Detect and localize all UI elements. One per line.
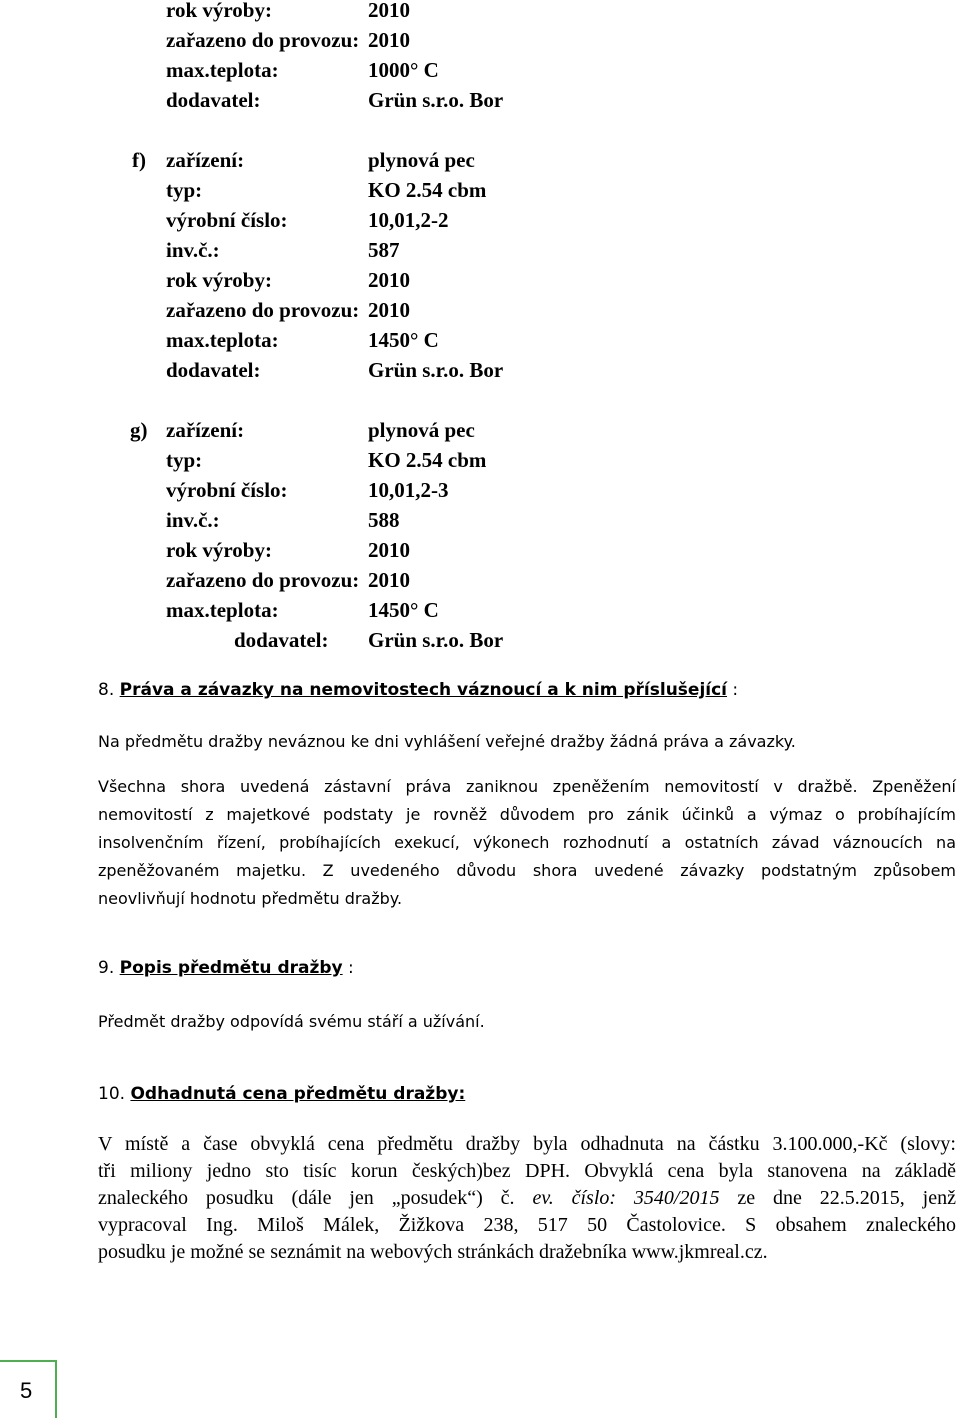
field-value: 2010	[368, 0, 410, 22]
page-number-border-top	[0, 1360, 56, 1362]
field-label: max.teplota:	[166, 58, 279, 82]
field-label: výrobní číslo:	[166, 478, 288, 502]
field-value: 1450° C	[368, 328, 439, 352]
text-run: ze dne 22.5.2015, jenž	[719, 1187, 956, 1209]
section-10-para	[98, 1131, 956, 1266]
field-value: plynová pec	[368, 148, 475, 172]
field-value: 2010	[368, 268, 410, 292]
section-8-para-2	[98, 773, 956, 913]
paragraph-line: nemovitostí z majetkové podstaty je rovněž důvodem pro zánik účinků a výmaz o probíhajícím	[98, 805, 956, 824]
paragraph-line: neovlivňují hodnotu předmětu dražby.	[98, 889, 403, 908]
field-label: inv.č.:	[166, 508, 220, 532]
field-value: Grün s.r.o. Bor	[368, 88, 504, 112]
field-label: výrobní číslo:	[166, 208, 288, 232]
paragraph-line: tři miliony jedno sto tisíc korun českých)bez DPH. Obvyklá cena byla stanovena na základě	[98, 1160, 956, 1182]
paragraph-line: zpeněžovaném majetku. Z uvedeného důvodu shora uvedené závazky podstatným způsobem	[98, 861, 956, 880]
field-value: 2010	[368, 538, 410, 562]
paragraph-line: V místě a čase obvyklá cena předmětu dražby byla odhadnuta na částku 3.100.000,-Kč (slovy:	[98, 1133, 956, 1155]
paragraph-line: Na předmětu dražby neváznou ke dni vyhlášení veřejné dražby žádná práva a závazky.	[98, 732, 796, 751]
paragraph-line: insolvenčním řízení, probíhajících exekucí, výkonech rozhodnutí a ostatních závad váznoucích na	[98, 833, 956, 852]
field-value: 2010	[368, 568, 410, 592]
field-value: 10,01,2-2	[368, 208, 449, 232]
field-value: KO 2.54 cbm	[368, 448, 487, 472]
section-suffix: :	[727, 680, 739, 700]
section-8-para-1	[98, 728, 956, 756]
field-label: zařazeno do provozu:	[166, 298, 360, 322]
paragraph-line: Všechna shora uvedená zástavní práva zaniknou zpeněžením nemovitostí v dražbě. Zpeněžení	[98, 777, 956, 796]
field-value: 588	[368, 508, 400, 532]
field-label: typ:	[166, 448, 203, 472]
field-value: plynová pec	[368, 418, 475, 442]
section-suffix: :	[342, 958, 354, 978]
field-label: dodavatel:	[166, 358, 261, 382]
text-run: znaleckého posudku (dále jen „posudek“) č.	[98, 1187, 533, 1209]
section-8-heading	[98, 680, 738, 700]
section-title: Odhadnutá cena předmětu dražby:	[130, 1084, 466, 1104]
field-label: typ:	[166, 178, 203, 202]
field-value: 1450° C	[368, 598, 439, 622]
field-label: dodavatel:	[234, 628, 329, 652]
page-number-box	[0, 1360, 56, 1418]
field-value: 2010	[368, 298, 410, 322]
field-value: 1000° C	[368, 58, 439, 82]
field-label: max.teplota:	[166, 598, 279, 622]
section-number: 10.	[98, 1084, 126, 1104]
field-label: zařazeno do provozu:	[166, 28, 360, 52]
page-number: 5	[20, 1378, 33, 1403]
page-number-border-side	[55, 1360, 57, 1418]
paragraph-line-mixed	[98, 1185, 956, 1212]
text-run-italic: ev. číslo: 3540/2015	[532, 1187, 720, 1209]
field-label: rok výroby:	[166, 538, 272, 562]
section-title: Popis předmětu dražby	[119, 958, 343, 978]
section-number: 9.	[98, 958, 115, 978]
field-label: rok výroby:	[166, 0, 272, 22]
paragraph-line: vypracoval Ing. Miloš Málek, Žižkova 238, 517 50 Častolovice. S obsahem znaleckého	[98, 1214, 956, 1236]
field-value: Grün s.r.o. Bor	[368, 628, 504, 652]
section-number: 8.	[98, 680, 115, 700]
list-marker: f)	[132, 148, 146, 172]
paragraph-line: posudku je možné se seznámit na webových stránkách dražebníka www.jkmreal.cz.	[98, 1241, 768, 1263]
field-label: max.teplota:	[166, 328, 279, 352]
field-label: rok výroby:	[166, 268, 272, 292]
field-label: zařízení:	[166, 418, 245, 442]
field-label: inv.č.:	[166, 238, 220, 262]
field-value: 587	[368, 238, 400, 262]
paragraph-line: Předmět dražby odpovídá svému stáří a užívání.	[98, 1012, 485, 1031]
section-9-heading	[98, 958, 354, 978]
field-value: 10,01,2-3	[368, 478, 449, 502]
list-marker: g)	[130, 418, 148, 442]
field-value: KO 2.54 cbm	[368, 178, 487, 202]
field-label: zařazeno do provozu:	[166, 568, 360, 592]
field-value: 2010	[368, 28, 410, 52]
section-title: Práva a závazky na nemovitostech váznoucí a k nim příslušející	[119, 680, 728, 700]
field-label: zařízení:	[166, 148, 245, 172]
field-label: dodavatel:	[166, 88, 261, 112]
section-10-heading	[98, 1084, 465, 1104]
field-value: Grün s.r.o. Bor	[368, 358, 504, 382]
section-9-para	[98, 1008, 956, 1036]
